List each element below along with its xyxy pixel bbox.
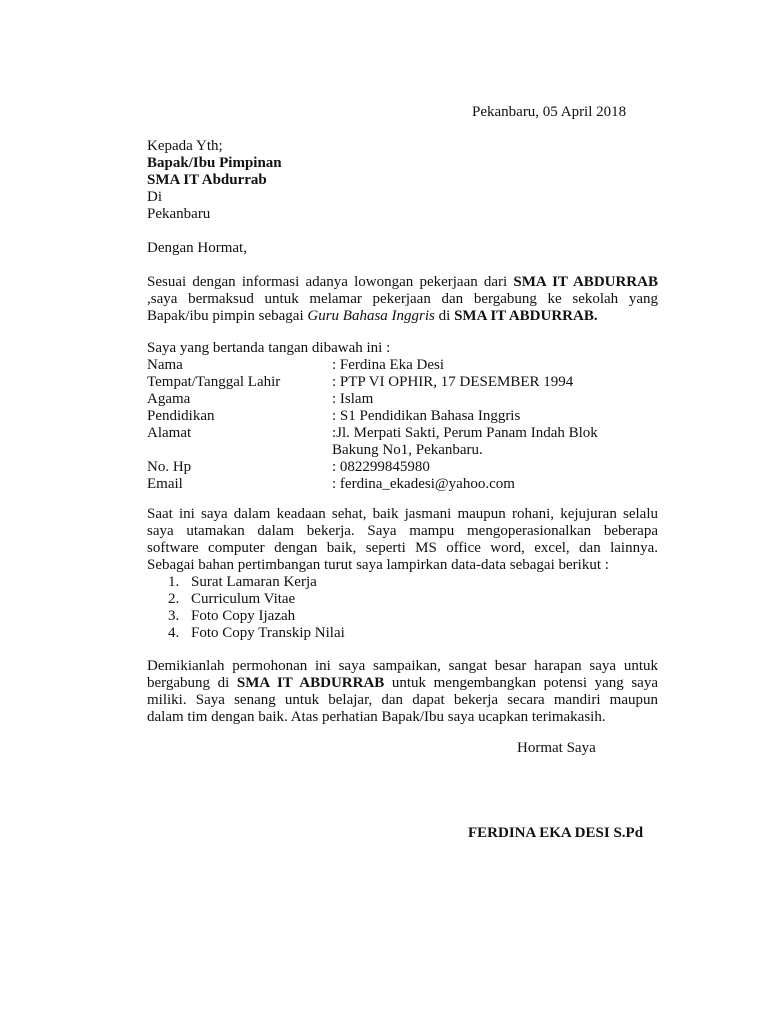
attachment-text: Foto Copy Ijazah (191, 608, 296, 624)
identity-label: Agama (147, 391, 191, 407)
attachment-item (168, 608, 295, 625)
recipient-title: Bapak/Ibu Pimpinan (147, 155, 282, 171)
closing-line-4: dalam tim dengan baik. Atas perhatian Bapak/Ibu saya ucapkan terimakasih. (147, 709, 606, 725)
recipient-city: Pekanbaru (147, 206, 211, 222)
identity-label: Pendidikan (147, 408, 215, 424)
greeting: Dengan Hormat, (147, 240, 247, 256)
body-line-1: Saat ini saya dalam keadaan sehat, baik jasmani maupun rohani, kejujuran selalu (147, 506, 658, 522)
attachment-item (168, 591, 295, 608)
attachment-item (168, 625, 345, 642)
attachment-text: Surat Lamaran Kerja (191, 574, 317, 590)
recipient-salutation: Kepada Yth; (147, 138, 223, 154)
recipient-di: Di (147, 189, 162, 205)
identity-label: Email (147, 476, 183, 492)
identity-value: : 082299845980 (332, 459, 430, 475)
identity-value: : Ferdina Eka Desi (332, 357, 445, 373)
attachment-item (168, 574, 317, 591)
body-line-3: software computer dengan baik, seperti MS office word, excel, dan lainnya. (147, 540, 658, 556)
body-paragraph (147, 506, 658, 574)
identity-label: Nama (147, 357, 183, 373)
attachment-number: 2. (168, 591, 180, 607)
attachment-number: 3. (168, 608, 180, 624)
attachment-text: Foto Copy Transkip Nilai (191, 625, 345, 641)
intro-line-3: Bapak/ibu pimpin sebagai Guru Bahasa Inggris di SMA IT ABDURRAB. (147, 308, 598, 324)
recipient-school: SMA IT Abdurrab (147, 172, 267, 188)
intro-paragraph (147, 274, 658, 325)
identity-label: Alamat (147, 425, 192, 441)
intro-line-1: Sesuai dengan informasi adanya lowongan pekerjaan dari SMA IT ABDURRAB (147, 274, 658, 290)
identity-label: Tempat/Tanggal Lahir (147, 374, 281, 390)
identity-value: :Jl. Merpati Sakti, Perum Panam Indah Blok (332, 425, 598, 441)
closing-line-2: bergabung di SMA IT ABDURRAB untuk mengembangkan potensi yang saya (147, 675, 658, 691)
closing-line-1: Demikianlah permohonan ini saya sampaikan, sangat besar harapan saya untuk (147, 658, 658, 674)
closing-line-3: miliki. Saya senang untuk belajar, dan dapat bekerja secara mandiri maupun (147, 692, 658, 708)
attachment-number: 4. (168, 625, 180, 641)
identity-value: : PTP VI OPHIR, 17 DESEMBER 1994 (332, 374, 574, 390)
attachment-text: Curriculum Vitae (191, 591, 296, 607)
identity-value: Bakung No1, Pekanbaru. (332, 442, 483, 458)
body-line-2: saya utamakan dalam bekerja. Saya mampu mengoperasionalkan beberapa (147, 523, 658, 539)
date-line: Pekanbaru, 05 April 2018 (472, 104, 627, 120)
identity-label: No. Hp (147, 459, 192, 475)
identity-lead: Saya yang bertanda tangan dibawah ini : (147, 340, 391, 356)
signature-name: FERDINA EKA DESI S.Pd (468, 825, 644, 841)
sign-off: Hormat Saya (517, 740, 596, 756)
identity-value: : S1 Pendidikan Bahasa Inggris (332, 408, 521, 424)
body-line-4: Sebagai bahan pertimbangan turut saya lampirkan data-data sebagai berikut : (147, 557, 609, 573)
attachment-number: 1. (168, 574, 180, 590)
identity-value: : Islam (332, 391, 374, 407)
intro-line-2: ,saya bermaksud untuk melamar pekerjaan dan bergabung ke sekolah yang (147, 291, 658, 307)
identity-value: : ferdina_ekadesi@yahoo.com (332, 476, 515, 492)
closing-paragraph (147, 658, 658, 726)
